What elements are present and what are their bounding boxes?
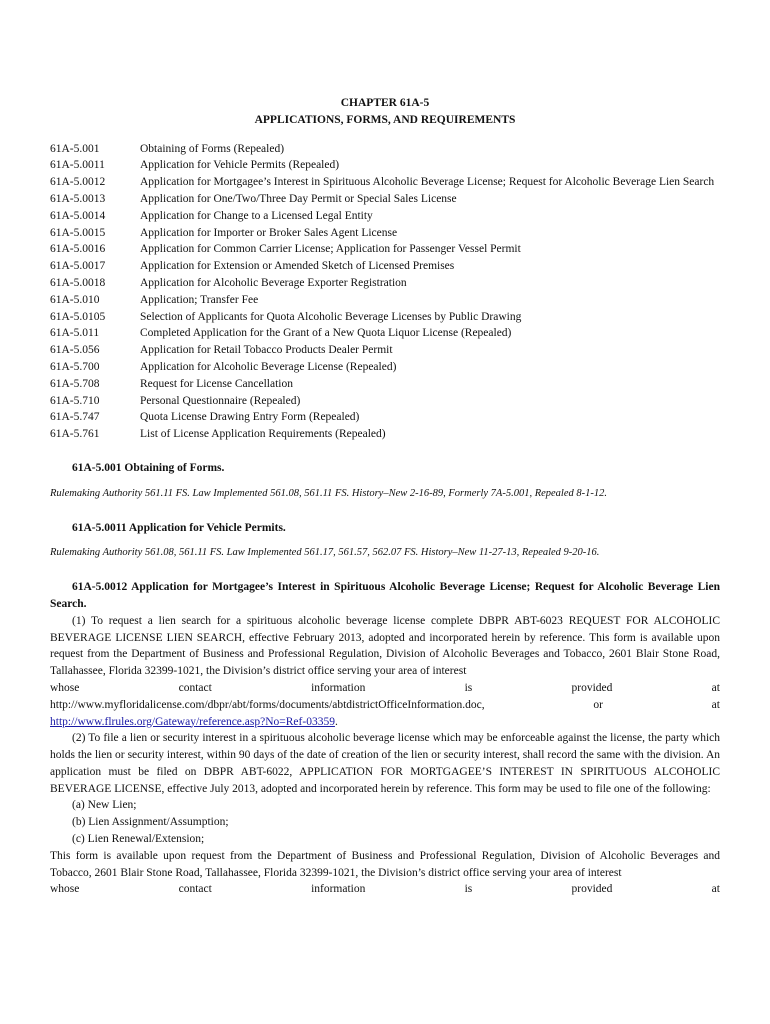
period: .	[334, 715, 338, 728]
reference-link-line	[50, 714, 720, 731]
list-item: (a) New Lien;	[72, 799, 137, 812]
list-item: (b) Lien Assignment/Assumption;	[72, 816, 229, 829]
toc-row	[50, 191, 720, 208]
table-of-contents	[50, 141, 720, 443]
section-title-0011: 61A-5.0011 Application for Vehicle Permits.	[72, 521, 286, 534]
paragraph-1: (1) To request a lien search for a spirituous alcoholic beverage license complete DBPR ABT-6023 REQUEST FOR ALCOHOLIC BEVERAGE LICENSE LIEN SEARCH, effective February 2013, adopted and incorporated herein by reference. This form is available upon request from the Department of Business and Professional Regulation, Division of Alcoholic Beverages and Tobacco, 2601 Blair Stone Road, Tallahassee, Florida 32399-1021, the Division’s district office serving your area of interest	[50, 614, 720, 678]
word: provided	[571, 681, 613, 694]
word: at	[711, 883, 720, 896]
toc-rule-title: Personal Questionnaire (Repealed)	[140, 394, 301, 407]
word: contact	[178, 681, 212, 694]
section-history-001: Rulemaking Authority 561.11 FS. Law Implemented 561.08, 561.11 FS. History–New 2-16-89, Formerly 7A-5.001, Repealed 8-1-12.	[50, 487, 607, 499]
toc-rule-number: 61A-5.0017	[50, 260, 106, 273]
url-line	[50, 697, 720, 714]
toc-rule-number: 61A-5.0018	[50, 276, 106, 289]
toc-rule-number: 61A-5.0016	[50, 243, 106, 256]
toc-row	[50, 309, 720, 326]
toc-row	[50, 141, 720, 158]
toc-rule-title: Application for Vehicle Permits (Repealed)	[140, 159, 340, 172]
word: contact	[178, 883, 212, 896]
toc-rule-title: Obtaining of Forms (Repealed)	[140, 142, 285, 155]
word: or	[593, 698, 603, 711]
toc-row	[50, 258, 720, 275]
toc-rule-title: Application for Change to a Licensed Legal Entity	[140, 209, 373, 222]
toc-rule-number: 61A-5.0011	[50, 159, 105, 172]
paragraph-3: This form is available upon request from the Department of Business and Professional Regulation, Division of Alcoholic Beverages and Tobacco, 2601 Blair Stone Road, Tallahassee, Florida 32399-1021, the Division’s district office serving your area of interest	[50, 849, 720, 879]
chapter-subtitle: APPLICATIONS, FORMS, AND REQUIREMENTS	[254, 113, 516, 126]
toc-rule-number: 61A-5.710	[50, 394, 100, 407]
chapter-title: CHAPTER 61A-5	[340, 97, 430, 109]
toc-rule-title: Application for Alcoholic Beverage License (Repealed)	[140, 360, 397, 373]
toc-row	[50, 292, 720, 309]
word: whose	[50, 883, 80, 896]
word: is	[464, 883, 473, 896]
toc-rule-title: Application for Extension or Amended Sketch of Licensed Premises	[140, 260, 455, 273]
word: at	[711, 681, 720, 694]
flrules-reference-link[interactable]: http://www.flrules.org/Gateway/reference.asp?No=Ref-03359	[50, 715, 335, 728]
toc-rule-title: Selection of Applicants for Quota Alcoholic Beverage Licenses by Public Drawing	[140, 310, 522, 323]
toc-rule-title: Application for Retail Tobacco Products Dealer Permit	[140, 344, 393, 357]
toc-rule-number: 61A-5.761	[50, 428, 100, 441]
toc-row	[50, 325, 720, 342]
word: is	[464, 681, 473, 694]
toc-row	[50, 426, 720, 443]
toc-rule-number: 61A-5.708	[50, 377, 100, 390]
toc-row	[50, 174, 720, 191]
document-page	[50, 95, 720, 898]
toc-rule-number: 61A-5.0014	[50, 209, 106, 222]
spread-line-1	[50, 680, 720, 697]
toc-rule-number: 61A-5.747	[50, 411, 100, 424]
toc-row	[50, 208, 720, 225]
toc-row	[50, 275, 720, 292]
toc-rule-title: Application for Common Carrier License; Application for Passenger Vessel Permit	[140, 243, 521, 256]
toc-row	[50, 376, 720, 393]
toc-rule-title: Application for Alcoholic Beverage Exporter Registration	[140, 276, 407, 289]
toc-rule-number: 61A-5.0015	[50, 226, 106, 239]
word: whose	[50, 681, 80, 694]
list-item: (c) Lien Renewal/Extension;	[72, 833, 205, 846]
word: information	[311, 681, 366, 694]
toc-row	[50, 241, 720, 258]
word: provided	[571, 883, 613, 896]
toc-rule-number: 61A-5.0012	[50, 176, 106, 189]
spread-line-2	[50, 881, 720, 898]
toc-rule-title: Request for License Cancellation	[140, 377, 293, 390]
word: at	[711, 698, 720, 711]
toc-rule-number: 61A-5.010	[50, 293, 100, 306]
toc-row	[50, 225, 720, 242]
toc-rule-title: Application; Transfer Fee	[140, 293, 259, 306]
toc-row	[50, 342, 720, 359]
section-title-0012: 61A-5.0012 Application for Mortgagee’s Interest in Spirituous Alcoholic Beverage License; Request for Alcoholic Beverage Lien Search.	[50, 581, 720, 610]
toc-rule-number: 61A-5.056	[50, 344, 100, 357]
section-history-0011: Rulemaking Authority 561.08, 561.11 FS. Law Implemented 561.17, 561.57, 562.07 FS. History–New 11-27-13, Repealed 9-20-16.	[50, 547, 600, 559]
toc-rule-title: Completed Application for the Grant of a New Quota Liquor License (Repealed)	[140, 327, 512, 340]
section-title-001: 61A-5.001 Obtaining of Forms.	[72, 461, 225, 474]
toc-rule-number: 61A-5.0105	[50, 310, 106, 323]
word: information	[311, 883, 366, 896]
toc-rule-number: 61A-5.0013	[50, 192, 106, 205]
toc-rule-title: Application for Mortgagee’s Interest in Spirituous Alcoholic Beverage License; Request for Alcoholic Beverage Lien Search	[140, 176, 715, 189]
toc-rule-title: Application for Importer or Broker Sales Agent License	[140, 226, 398, 239]
toc-rule-number: 61A-5.001	[50, 142, 100, 155]
toc-rule-title: Application for One/Two/Three Day Permit or Special Sales License	[140, 192, 457, 205]
toc-row	[50, 359, 720, 376]
toc-row	[50, 157, 720, 174]
toc-rule-number: 61A-5.011	[50, 327, 100, 340]
toc-rule-number: 61A-5.700	[50, 360, 100, 373]
toc-row	[50, 393, 720, 410]
toc-rule-title: Quota License Drawing Entry Form (Repealed)	[140, 411, 360, 424]
district-office-url[interactable]: http://www.myfloridalicense.com/dbpr/abt/forms/documents/abtdistrictOfficeInformation.doc,	[50, 698, 485, 711]
toc-rule-title: List of License Application Requirements (Repealed)	[140, 428, 386, 441]
paragraph-2: (2) To file a lien or security interest in a spirituous alcoholic beverage license which may be enforceable against the license, the party which holds the lien or security interest, within 90 days of the date of creation of the lien or security interest, shall record the same with the division. An application must be filed on DBPR ABT-6022, APPLICATION FOR MORTGAGEE’S INTEREST IN SPIRITUOUS ALCOHOLIC BEVERAGE LICENSE, effective July 2013, adopted and incorporated herein by reference. This form may be used to file one of the following:	[50, 732, 720, 795]
toc-row	[50, 409, 720, 426]
